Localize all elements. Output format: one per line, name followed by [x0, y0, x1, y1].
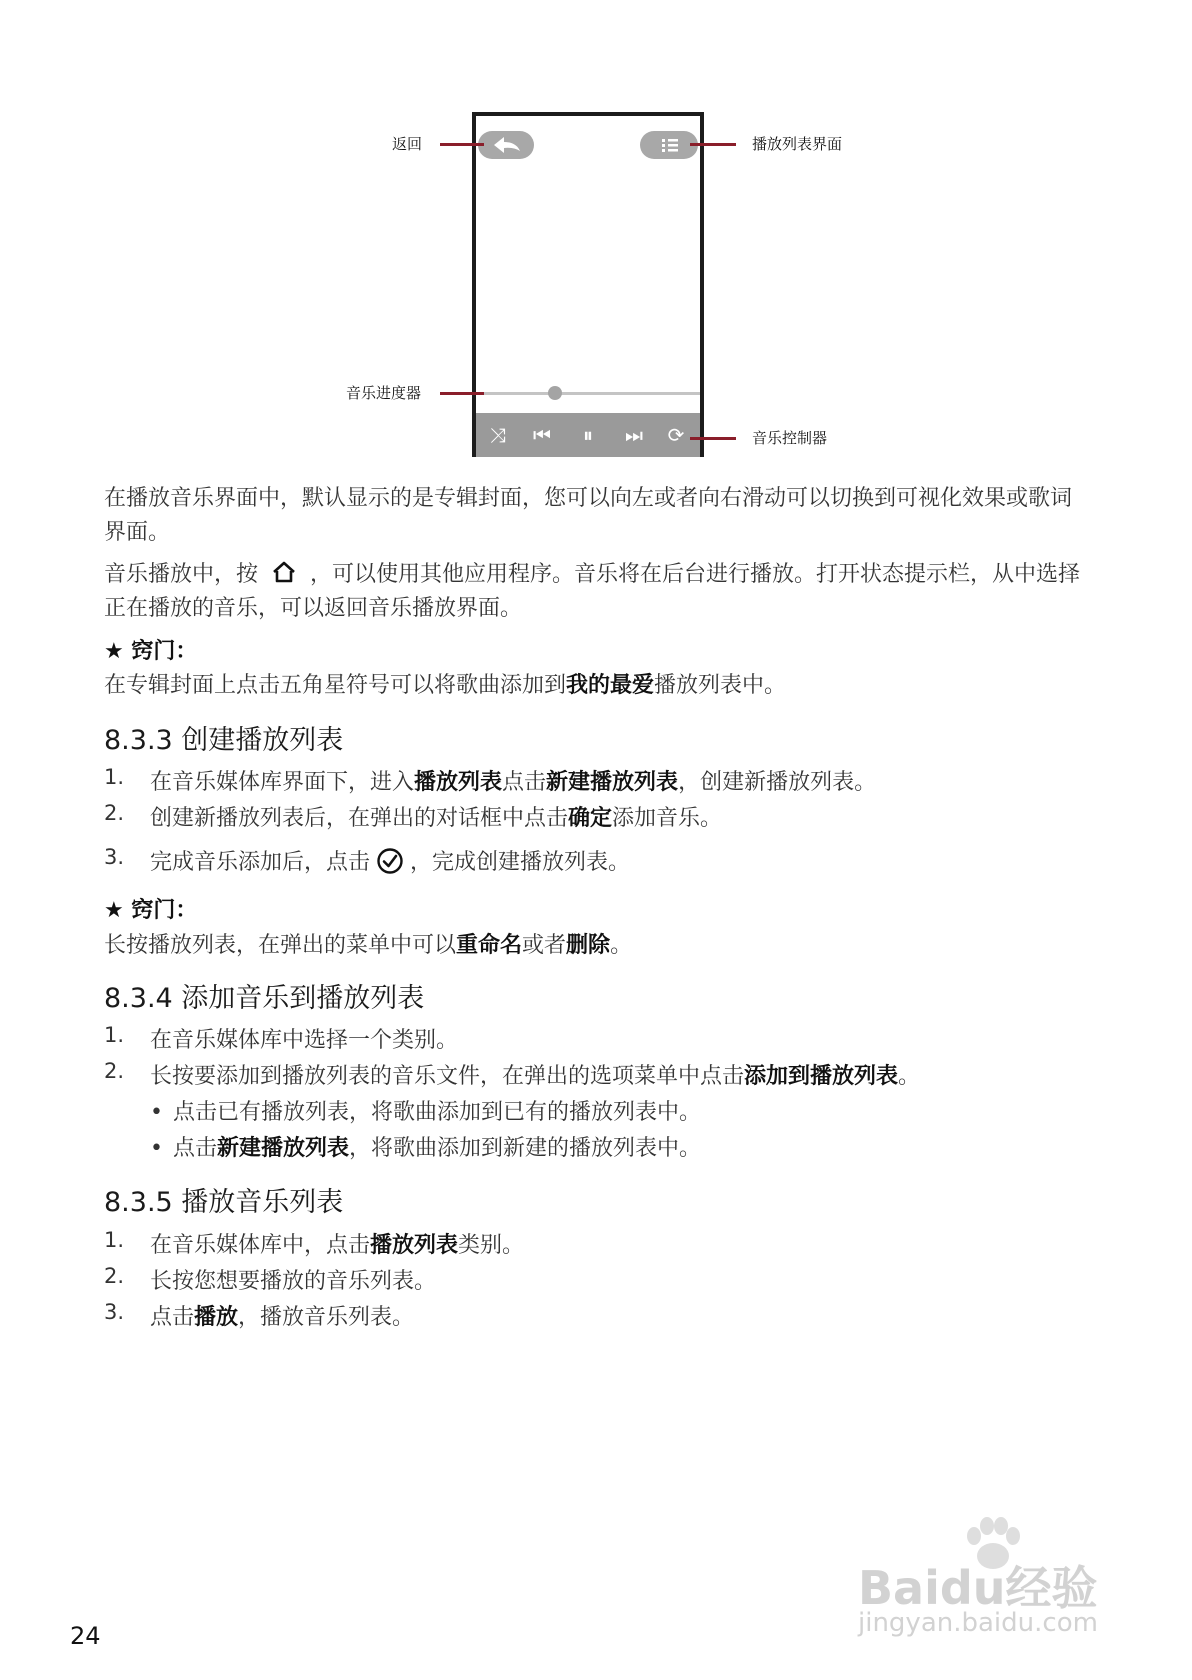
shuffle-icon[interactable]: ⤨ [490, 423, 506, 447]
s834-b2-b: 新建播放列表 [217, 1136, 350, 1161]
s833-i1-d: 新建播放列表 [546, 770, 679, 795]
s834-i1-a: 在音乐媒体库中选择一个类别。 [150, 1028, 459, 1053]
s835-i2-a: 长按您想要播放的音乐列表。 [150, 1269, 437, 1294]
progress-callout-line [440, 392, 484, 395]
s833-i3-b: ，完成创建播放列表。 [410, 850, 631, 875]
previous-icon[interactable]: ⏮ [533, 423, 551, 447]
pause-icon[interactable]: ⏸ [583, 423, 593, 447]
progress-track[interactable] [476, 392, 700, 395]
s835-i3-b: 播放 [194, 1305, 239, 1330]
s833-i1-c: 点击 [502, 770, 547, 795]
s834-b1-a: 点击已有播放列表，将歌曲添加到已有的播放列表中。 [172, 1100, 701, 1125]
tip2-a: 长按播放列表，在弹出的菜单中可以 [104, 933, 457, 958]
s833-item-3-num: 3. [104, 845, 125, 869]
playlist-callout-label: 播放列表界面 [752, 135, 843, 153]
s833-i1-a: 在音乐媒体库界面下，进入 [150, 770, 415, 795]
repeat-icon[interactable]: ⟳ [667, 423, 685, 447]
progress-thumb[interactable] [548, 386, 562, 400]
tip2-rename: 重命名 [456, 933, 523, 958]
s833-i2-b: 确定 [568, 806, 613, 831]
progress-callout-label: 音乐进度器 [346, 384, 422, 402]
s834-item-1 [150, 1023, 458, 1054]
heading-8-3-3: 8.3.3 创建播放列表 [104, 725, 344, 756]
s834-item-2 [150, 1059, 920, 1090]
s834-bullet-2 [150, 1131, 701, 1162]
s833-item-3 [150, 845, 630, 876]
s835-item-1 [150, 1228, 524, 1259]
s834-i2-a: 长按要添加到播放列表的音乐文件，在弹出的选项菜单中点击 [150, 1064, 745, 1089]
s833-item-1 [150, 765, 876, 796]
s833-item-2 [150, 801, 722, 832]
back-callout-label: 返回 [392, 135, 423, 153]
s835-item-2 [150, 1264, 436, 1295]
intro-paragraph-1: 在播放音乐界面中，默认显示的是专辑封面，您可以向左或者向右滑动可以切换到可视化效果或歌词界面。 [104, 486, 1073, 545]
s834-item-1-num: 1. [104, 1023, 125, 1047]
heading-8-3-4: 8.3.4 添加音乐到播放列表 [104, 983, 425, 1014]
s835-i1-c: 类别。 [458, 1233, 525, 1258]
tip2-e: 。 [610, 933, 633, 958]
tip-label-2: ★ 窍门： [104, 898, 198, 923]
tip-label-1: ★ 窍门： [104, 639, 198, 664]
s835-i1-b: 播放列表 [370, 1233, 459, 1258]
phone-screen-diagram [472, 112, 704, 457]
watermark-brand: Baidu经验 [858, 1561, 1098, 1615]
bullet-dot: • [150, 1100, 163, 1125]
s834-i2-b: 添加到播放列表 [744, 1064, 899, 1089]
tip2-delete: 删除 [566, 933, 611, 958]
watermark-url: jingyan.baidu.com [858, 1608, 1098, 1638]
intro-p2-start: 音乐播放中，按 [104, 562, 259, 587]
s834-item-2-num: 2. [104, 1059, 125, 1083]
tip1-part-a: 在专辑封面上点击五角星符号可以将歌曲添加到 [104, 673, 567, 698]
check-circle-icon [376, 847, 404, 875]
page-number: 24 [70, 1622, 101, 1650]
s835-item-2-num: 2. [104, 1264, 125, 1288]
s835-item-1-num: 1. [104, 1228, 125, 1252]
tip2-c: 或者 [522, 933, 567, 958]
controller-callout-label: 音乐控制器 [752, 429, 828, 447]
intro-p2-end: ，可以使用其他应用程序。音乐将在后台进行播放。打开状态提示栏，从中选择正在播放的音乐，可以返回音乐播放界面。 [104, 562, 1081, 621]
tip1-part-c: 播放列表中。 [654, 673, 787, 698]
s833-i1-b: 播放列表 [414, 770, 503, 795]
s833-i2-c: 添加音乐。 [612, 806, 723, 831]
heading-8-3-5: 8.3.5 播放音乐列表 [104, 1187, 344, 1218]
playlist-callout-line [690, 143, 736, 146]
s833-i3-a: 完成音乐添加后，点击 [150, 850, 371, 875]
bullet-dot: • [150, 1136, 163, 1161]
s834-b2-a: 点击 [172, 1136, 217, 1161]
tip-text-2 [104, 928, 632, 959]
s833-i1-e: ，创建新播放列表。 [678, 770, 877, 795]
s833-i2-a: 创建新播放列表后，在弹出的对话框中点击 [150, 806, 569, 831]
s834-bullet-1 [150, 1095, 701, 1126]
tip-text-1 [104, 668, 786, 699]
s835-i3-a: 点击 [150, 1305, 195, 1330]
back-callout-line [440, 143, 484, 146]
s835-i1-a: 在音乐媒体库中，点击 [150, 1233, 371, 1258]
s835-item-3-num: 3. [104, 1300, 125, 1324]
s834-b2-c: ，将歌曲添加到新建的播放列表中。 [349, 1136, 702, 1161]
s835-item-3 [150, 1300, 414, 1331]
next-icon[interactable]: ⏭ [625, 423, 643, 447]
controller-callout-line [690, 437, 736, 440]
intro-paragraph-2 [104, 558, 1088, 626]
tip1-bold-favorites: 我的最爱 [566, 673, 655, 698]
back-arrow-icon [478, 131, 534, 159]
s833-item-2-num: 2. [104, 801, 125, 825]
back-button[interactable] [478, 131, 534, 159]
home-icon [271, 560, 297, 584]
s834-i2-c: 。 [898, 1064, 921, 1089]
s835-i3-c: ，播放音乐列表。 [238, 1305, 415, 1330]
s833-item-1-num: 1. [104, 765, 125, 789]
